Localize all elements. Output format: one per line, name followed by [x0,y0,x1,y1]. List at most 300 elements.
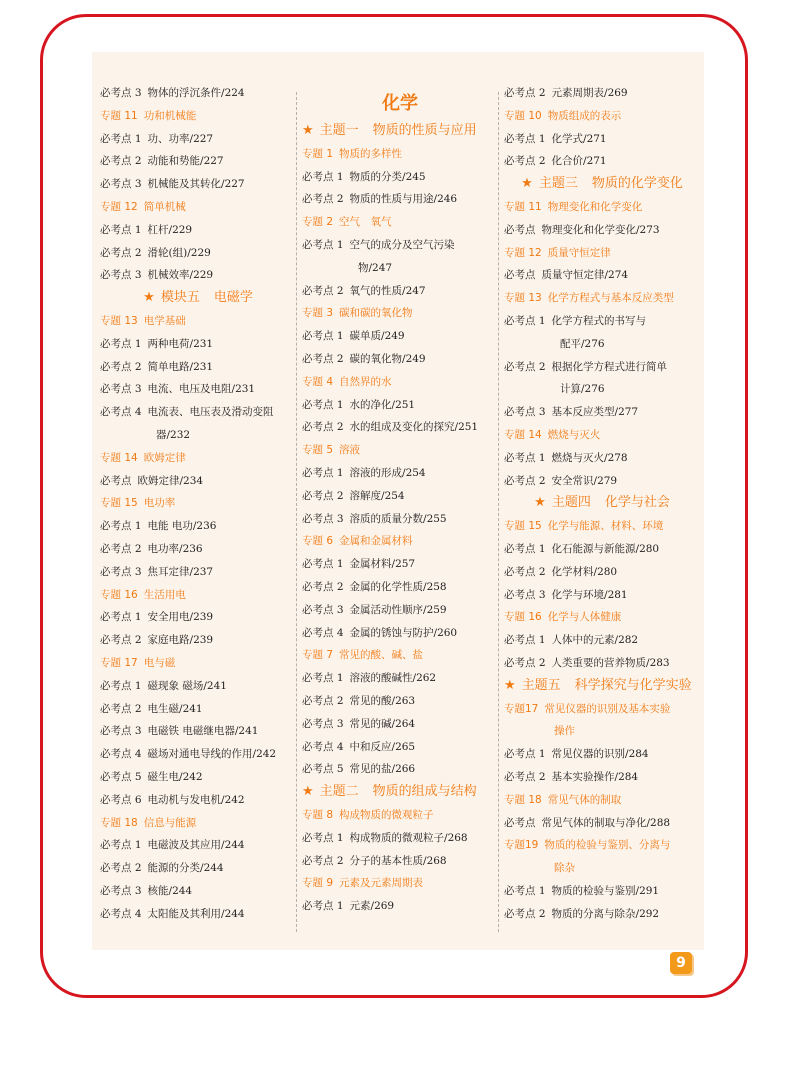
toc-entry[interactable] [100,675,296,698]
toc-entry[interactable] [504,629,700,652]
toc-entry[interactable] [302,713,498,736]
topic-title: 金属和金属材料 [339,535,413,548]
module-label: 主题五 [521,677,561,693]
point-label: 必考点 2 [302,352,344,365]
point-label: 必考点 3 [100,383,142,396]
topic-entry[interactable] [100,105,296,128]
toc-entry[interactable] [100,356,296,379]
point-title: 电能 电功/236 [147,520,217,533]
point-label: 必考点 1 [302,238,344,251]
topic-number: 专题 17 [100,656,138,669]
module-title: 物质的性质与应用 [372,123,477,138]
toc-entry[interactable] [504,561,700,584]
topic-entry[interactable] [302,439,498,462]
toc-entry[interactable] [504,652,700,675]
topic-entry[interactable] [302,872,498,895]
toc-entry[interactable] [100,515,296,538]
topic-number: 专题 13 [100,314,138,327]
topic-number: 专题 14 [504,428,542,441]
toc-entry[interactable] [302,508,498,531]
topic-title: 质量守恒定律 [547,246,611,259]
point-label: 必考点 2 [504,360,546,373]
topic-entry[interactable] [302,804,498,827]
topic-title: 物理变化和化学变化 [547,200,643,213]
point-title: 核能/244 [147,884,193,897]
point-label: 必考点 1 [504,314,546,327]
point-title: 分子的基本性质/268 [349,854,447,867]
point-label: 必考点 [504,816,536,829]
point-title: 磁现象 磁场/241 [147,679,227,692]
toc-column-chemistry-1 [302,82,498,918]
point-label: 必考点 5 [100,770,142,783]
point-label: 必考点 3 [302,603,344,616]
subject-heading: 化学 [382,93,418,114]
point-label: 必考点 2 [504,656,546,669]
toc-entry[interactable] [100,538,296,561]
topic-number: 专题 1 [302,147,334,160]
topic-title: 信息与能源 [143,816,197,829]
point-title: 磁生电/242 [147,770,203,783]
point-label: 必考点 1 [504,132,546,145]
topic-entry[interactable] [302,211,498,234]
point-title: 常见的酸/263 [349,694,416,707]
toc-entry[interactable] [504,82,700,105]
toc-entry[interactable] [302,895,498,918]
point-label: 必考点 3 [100,178,142,191]
point-title: 金属的锈蚀与防护/260 [349,626,458,639]
toc-entry[interactable] [100,880,296,903]
topic-number: 专题 18 [504,793,542,806]
point-label: 必考点 1 [100,337,142,350]
topic-entry[interactable] [504,789,700,812]
topic-number: 专题 4 [302,375,334,388]
toc-entry[interactable] [100,903,296,926]
topic-number: 专题 10 [504,109,542,122]
topic-title: 功和机械能 [143,109,197,122]
toc-entry[interactable] [302,553,498,576]
topic-title: 溶液 [339,444,361,457]
point-label: 必考点 2 [302,854,344,867]
toc-entry[interactable] [504,880,700,903]
topic-title: 化学与人体健康 [547,611,622,624]
point-title: 滑轮(组)/229 [147,246,211,259]
point-title: 常见的盐/266 [349,763,416,776]
point-title: 元素/269 [349,900,395,913]
point-title: 空气的成分及空气污染 [349,238,455,251]
point-label: 必考点 3 [100,884,142,897]
topic-title: 常见仪器的识别及基本实验 [544,702,671,715]
topic-entry[interactable] [100,812,296,835]
point-title: 欧姆定律/234 [137,474,204,487]
point-title: 机械效率/229 [147,269,214,282]
module-heading [302,781,498,804]
toc-entry[interactable] [504,264,700,287]
module-title: 电磁学 [213,290,253,306]
toc-entry[interactable] [504,401,700,424]
point-title: 溶液的酸碱性/262 [349,672,437,685]
toc-entry[interactable] [100,333,296,356]
point-title: 中和反应/265 [349,740,416,753]
point-title: 人体中的元素/282 [551,634,639,647]
star-icon: ★ [302,784,314,800]
toc-entry[interactable] [100,470,296,493]
topic-entry[interactable] [100,447,296,470]
topic-entry[interactable] [504,698,700,721]
point-title: 安全常识/279 [551,474,618,487]
module-title: 科学探究与化学实验 [574,677,692,693]
topic-title: 电学基础 [143,314,186,327]
toc-entry[interactable] [302,166,498,189]
toc-column-chemistry-2 [504,82,700,925]
toc-entry[interactable] [504,128,700,151]
point-label: 必考点 3 [100,565,142,578]
point-title: 金属材料/257 [349,558,416,571]
topic-number: 专题 12 [504,246,542,259]
point-label: 必考点 1 [302,558,344,571]
point-title: 电磁铁 电磁继电器/241 [147,725,259,738]
topic-title: 电与磁 [143,656,176,669]
point-label: 必考点 1 [100,839,142,852]
point-label: 必考点 3 [302,717,344,730]
topic-number: 专题 11 [504,200,542,213]
point-label: 必考点 1 [504,884,546,897]
point-label: 必考点 2 [302,421,344,434]
point-title: 常见的碱/264 [349,717,416,730]
point-label: 必考点 3 [100,725,142,738]
point-label: 必考点 [100,474,132,487]
star-icon: ★ [143,290,155,306]
point-label: 必考点 4 [100,406,142,419]
point-title: 杠杆/229 [147,223,193,236]
point-title: 基本反应类型/277 [551,406,639,419]
toc-page [92,52,704,950]
toc-entry[interactable] [504,219,700,242]
toc-entry[interactable] [100,128,296,151]
point-label: 必考点 3 [504,588,546,601]
star-icon: ★ [521,176,533,192]
point-title: 能源的分类/244 [147,862,224,875]
point-title: 动能和势能/227 [147,155,224,168]
point-label: 必考点 1 [302,900,344,913]
topic-number: 专题 6 [302,535,334,548]
toc-entry[interactable] [100,150,296,173]
topic-title: 简单机械 [143,200,186,213]
point-title: 物理变化和化学变化/273 [541,223,660,236]
point-title: 根据化学方程式进行简单 [551,360,668,373]
topic-entry[interactable] [504,287,700,310]
topic-title-continued: 除杂 [554,862,575,875]
toc-entry[interactable] [504,470,700,493]
toc-entry[interactable] [302,280,498,303]
topic-title: 物质的检验与鉴别、分离与 [544,839,671,852]
point-title: 金属的化学性质/258 [349,580,447,593]
toc-entry[interactable] [504,310,700,333]
point-label: 必考点 2 [504,474,546,487]
toc-entry[interactable] [100,242,296,265]
topic-number: 专题 13 [504,292,542,305]
point-label: 必考点 1 [100,679,142,692]
toc-entry[interactable] [302,599,498,622]
point-label: 必考点 2 [100,360,142,373]
topic-entry[interactable] [504,105,700,128]
point-title: 太阳能及其利用/244 [147,907,245,920]
topic-entry[interactable] [504,196,700,219]
toc-entry[interactable] [302,485,498,508]
point-title: 化学材料/280 [551,565,618,578]
topic-entry[interactable] [302,644,498,667]
toc-entry[interactable] [302,462,498,485]
point-label: 必考点 2 [100,634,142,647]
toc-entry[interactable] [100,606,296,629]
point-label: 必考点 [504,223,536,236]
point-label: 必考点 2 [100,702,142,715]
toc-entry[interactable] [504,743,700,766]
point-label: 必考点 1 [302,398,344,411]
module-label: 主题三 [538,176,578,192]
topic-number: 专题 12 [100,200,138,213]
point-title: 溶液的形成/254 [349,466,426,479]
point-label: 必考点 5 [302,763,344,776]
topic-entry[interactable] [504,834,700,857]
topic-entry[interactable] [504,606,700,629]
module-heading [100,287,296,310]
module-heading [504,173,700,196]
toc-entry[interactable] [100,789,296,812]
toc-entry[interactable] [100,378,296,401]
point-label: 必考点 2 [100,542,142,555]
topic-title: 碳和碳的氧化物 [339,307,413,320]
point-label: 必考点 2 [100,246,142,259]
module-label: 模块五 [160,290,200,306]
entry-continued: 配平/276 [560,337,605,350]
toc-entry[interactable] [302,850,498,873]
point-title: 物质的分类/245 [349,170,426,183]
point-label: 必考点 2 [504,155,546,168]
entry-continued: 计算/276 [560,383,605,396]
topic-title: 元素及元素周期表 [339,877,424,890]
topic-number: 专题 14 [100,451,138,464]
toc-entry[interactable] [100,219,296,242]
point-title: 燃烧与灭火/278 [551,451,628,464]
point-label: 必考点 6 [100,793,142,806]
point-label: 必考点 1 [504,748,546,761]
point-label: 必考点 1 [302,831,344,844]
toc-entry[interactable] [302,690,498,713]
point-label: 必考点 2 [302,694,344,707]
toc-entry[interactable] [302,188,498,211]
topic-entry[interactable] [100,652,296,675]
point-label: 必考点 3 [100,87,142,99]
toc-entry[interactable] [100,173,296,196]
point-title: 安全用电/239 [147,611,214,624]
point-label: 必考点 2 [504,565,546,578]
toc-entry[interactable] [100,264,296,287]
point-label: 必考点 1 [100,223,142,236]
point-label: 必考点 4 [302,626,344,639]
point-label: 必考点 1 [504,451,546,464]
topic-number: 专题 5 [302,444,334,457]
topic-number: 专题19 [504,839,539,852]
toc-entry[interactable] [504,447,700,470]
module-label: 主题四 [551,495,591,511]
toc-entry[interactable] [504,150,700,173]
point-title: 氧气的性质/247 [349,284,426,297]
toc-entry[interactable] [100,834,296,857]
point-label: 必考点 2 [100,155,142,168]
point-title: 电磁波及其应用/244 [147,839,245,852]
toc-entry[interactable] [302,234,498,257]
toc-entry[interactable] [302,325,498,348]
toc-entry[interactable] [302,576,498,599]
topic-entry[interactable] [100,584,296,607]
topic-number: 专题 18 [100,816,138,829]
module-label: 主题二 [319,784,359,800]
page-number: 9 [670,952,692,974]
toc-entry[interactable] [302,758,498,781]
point-title: 焦耳定律/237 [147,565,214,578]
star-icon: ★ [302,123,314,138]
point-label: 必考点 [504,269,536,282]
point-title: 物质的检验与鉴别/291 [551,884,660,897]
topic-entry[interactable] [100,492,296,515]
module-title: 化学与社会 [604,495,670,511]
point-title: 功、功率/227 [147,132,214,145]
toc-entry[interactable] [302,667,498,690]
point-title: 溶解度/254 [349,489,405,502]
toc-entry[interactable] [100,857,296,880]
topic-title: 常见气体的制取 [547,793,622,806]
point-title: 元素周期表/269 [551,87,628,99]
toc-column-physics [100,82,296,925]
toc-entry[interactable] [100,766,296,789]
entry-continued: 器/232 [156,428,191,441]
toc-entry[interactable] [302,394,498,417]
point-title: 两种电荷/231 [147,337,214,350]
toc-entry[interactable] [504,766,700,789]
topic-entry[interactable] [302,302,498,325]
point-label: 必考点 2 [302,489,344,502]
toc-entry[interactable] [100,629,296,652]
point-label: 必考点 1 [302,330,344,343]
topic-entry[interactable] [302,143,498,166]
point-label: 必考点 1 [100,611,142,624]
point-title: 磁场对通电导线的作用/242 [147,748,277,761]
module-title: 物质的化学变化 [591,176,683,192]
point-label: 必考点 1 [504,634,546,647]
module-heading [504,492,700,515]
topic-number: 专题 3 [302,307,334,320]
point-title: 碳单质/249 [349,330,405,343]
topic-entry[interactable] [302,530,498,553]
topic-entry[interactable] [100,196,296,219]
point-label: 必考点 1 [100,520,142,533]
point-label: 必考点 2 [504,907,546,920]
point-title: 基本实验操作/284 [551,770,639,783]
topic-title: 燃烧与灭火 [547,428,601,441]
toc-entry[interactable] [100,561,296,584]
topic-title: 空气 氧气 [339,216,392,229]
point-label: 必考点 2 [302,284,344,297]
point-title: 常见仪器的识别/284 [551,748,649,761]
toc-entry[interactable] [100,82,296,105]
point-label: 必考点 1 [302,672,344,685]
point-title: 简单电路/231 [147,360,214,373]
column-divider [296,92,297,932]
topic-entry[interactable] [504,515,700,538]
toc-entry[interactable] [100,743,296,766]
point-title: 电动机与发电机/242 [147,793,245,806]
point-label: 必考点 2 [504,770,546,783]
point-title: 电流、电压及电阻/231 [147,383,256,396]
toc-entry[interactable] [302,348,498,371]
point-title: 人类重要的营养物质/283 [551,656,670,669]
topic-title: 生活用电 [143,588,186,601]
toc-entry[interactable] [302,736,498,759]
point-label: 必考点 3 [504,406,546,419]
topic-title: 构成物质的微观粒子 [339,808,434,821]
point-title: 物质的性质与用途/246 [349,193,458,206]
point-label: 必考点 1 [100,132,142,145]
toc-entry[interactable] [504,812,700,835]
topic-entry[interactable] [302,371,498,394]
point-title: 碳的氧化物/249 [349,352,426,365]
point-label: 必考点 1 [302,170,344,183]
topic-number: 专题 11 [100,109,138,122]
point-label: 必考点 4 [100,907,142,920]
topic-entry[interactable] [100,310,296,333]
entry-continued: 物/247 [358,261,393,274]
point-title: 电流表、电压表及滑动变阻 [147,406,274,419]
toc-entry[interactable] [302,416,498,439]
toc-entry[interactable] [504,903,700,926]
point-title: 机械能及其转化/227 [147,178,245,191]
toc-entry[interactable] [302,622,498,645]
point-title: 水的净化/251 [349,398,416,411]
point-label: 必考点 1 [302,466,344,479]
topic-number: 专题 15 [100,497,138,510]
topic-entry[interactable] [504,242,700,265]
toc-entry[interactable] [504,538,700,561]
point-title: 化合价/271 [551,155,607,168]
module-heading [302,120,498,143]
toc-entry[interactable] [100,720,296,743]
point-label: 必考点 2 [100,862,142,875]
toc-entry[interactable] [100,698,296,721]
point-title: 物体的浮沉条件/224 [147,87,245,99]
point-label: 必考点 1 [504,542,546,555]
star-icon: ★ [534,495,546,511]
point-title: 构成物质的微观粒子/268 [349,831,468,844]
point-label: 必考点 4 [302,740,344,753]
topic-title: 物质组成的表示 [547,109,622,122]
topic-number: 专题 8 [302,808,334,821]
topic-number: 专题 16 [100,588,138,601]
point-title: 溶质的质量分数/255 [349,512,447,525]
point-label: 必考点 4 [100,748,142,761]
point-title: 水的组成及变化的探究/251 [349,421,479,434]
toc-entry[interactable] [100,401,296,424]
point-label: 必考点 2 [504,87,546,99]
topic-title-continued: 操作 [554,725,575,738]
point-label: 必考点 3 [100,269,142,282]
point-title: 金属活动性顺序/259 [349,603,447,616]
toc-entry[interactable] [504,356,700,379]
toc-entry[interactable] [504,584,700,607]
topic-number: 专题 9 [302,877,334,890]
toc-entry[interactable] [302,827,498,850]
topic-entry[interactable] [504,424,700,447]
topic-title: 化学方程式与基本反应类型 [547,292,674,305]
